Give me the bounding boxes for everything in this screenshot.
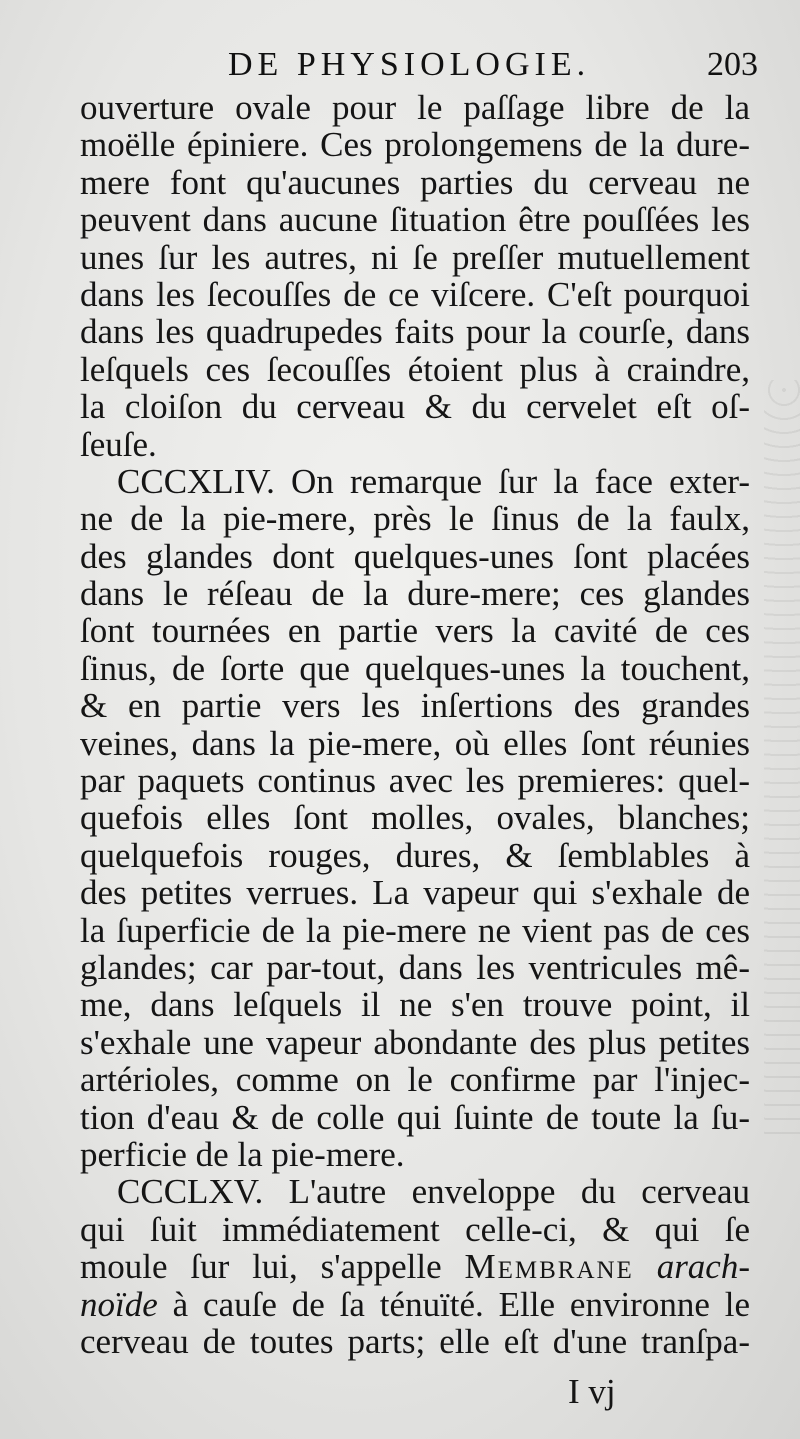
running-head: DE PHYSIOLOGIE. [228, 46, 591, 83]
show-through-shadow [764, 380, 800, 1140]
text-line: me, dans leſquels il ne s'en trouve point, il [80, 985, 750, 1025]
text-line: leſquels ces ſecouſſes étoient plus à craindre, [80, 349, 750, 389]
text-line: & en partie vers les inſertions des grandes [80, 686, 750, 726]
text-line: moëlle épiniere. Ces prolongemens de la dure- [80, 125, 750, 165]
text-line: qui ſuit immédiatement celle-ci, & qui ſe [80, 1209, 750, 1249]
text-line: des petites verrues. La vapeur qui s'exhale de [80, 873, 750, 913]
text-line: ſont tournées en partie vers la cavité de ces [80, 611, 750, 651]
text-line-membrane [80, 1248, 750, 1285]
text-line: veines, dans la pie-mere, où elles ſont réunies [80, 723, 750, 763]
paragraph-start-cccxliv: CCCXLIV. On remarque ſur la face exter- [117, 461, 750, 501]
text-line: glandes; car par-tout, dans les ventricules mê- [80, 947, 750, 987]
term-arachnoide-part1: arach- [656, 1247, 750, 1287]
text-line: dans les ſecouſſes de ce viſcere. C'eſt pourquoi [80, 274, 750, 314]
text-line: ouverture ovale pour le paſſage libre de la [80, 88, 750, 127]
text-line: la cloiſon du cerveau & du cervelet eſt oſ- [80, 387, 750, 427]
text-line: ſinus, de ſorte que quelques-unes la touchent, [80, 648, 750, 688]
term-membrane: Membrane [464, 1247, 634, 1287]
text-line: ſeuſe. [80, 424, 157, 464]
page-body [80, 89, 750, 1360]
text-line: quelquefois rouges, dures, & ſemblables à [80, 835, 750, 875]
text-line: la ſuperficie de la pie-mere ne vient pas de ces [80, 910, 750, 950]
text-line-arachnoide [80, 1286, 750, 1323]
text-line: peuvent dans aucune ſituation être pouſſées les [80, 200, 750, 240]
signature-mark: I vj [568, 1372, 616, 1411]
text-line: artérioles, comme on le confirme par l'injec- [80, 1060, 750, 1100]
text-run: moule ſur lui, s'appelle [80, 1247, 465, 1287]
text-line: cerveau de toutes parts; elle eſt d'une tranſpa- [80, 1321, 750, 1361]
text-line: dans le réſeau de la dure-mere; ces glandes [80, 574, 750, 614]
term-arachnoide-part2: noïde [80, 1284, 158, 1324]
text-line: quefois elles ſont molles, ovales, blanches; [80, 798, 750, 838]
page-number: 203 [707, 46, 758, 83]
text-line: des glandes dont quelques-unes ſont placées [80, 536, 750, 576]
text-line: ne de la pie-mere, près le ſinus de la faulx, [80, 499, 750, 539]
text-line: dans les quadrupedes faits pour la courſe, dans [80, 312, 750, 352]
text-line: perficie de la pie-mere. [80, 1134, 405, 1174]
text-line: mere font qu'aucunes parties du cerveau ne [80, 162, 750, 202]
text-line: unes ſur les autres, ni ſe preſſer mutuellement [80, 237, 750, 277]
paragraph-start-ccclxv: CCCLXV. L'autre enveloppe du cerveau [117, 1172, 750, 1212]
text-line: s'exhale une vapeur abondante des plus petites [80, 1022, 750, 1062]
text-line: par paquets continus avec les premieres: quel- [80, 761, 750, 801]
text-line: tion d'eau & de colle qui ſuinte de toute la ſu- [80, 1097, 750, 1137]
text-run: à cauſe de ſa ténuïté. Elle environne le [157, 1284, 750, 1324]
